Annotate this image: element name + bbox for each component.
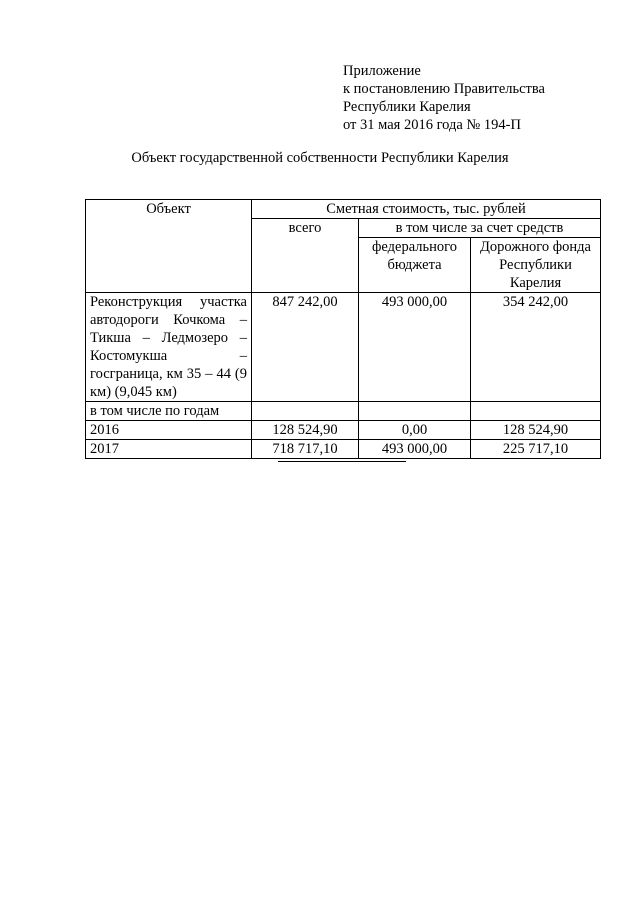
appendix-line: от 31 мая 2016 года № 194-П (343, 117, 521, 133)
header-total: всего (252, 219, 359, 293)
empty-cell (252, 402, 359, 421)
header-cost: Сметная стоимость, тыс. рублей (252, 200, 601, 219)
document-title: Объект государственной собственности Республики Карелия (131, 150, 509, 166)
cost-table (85, 199, 601, 459)
header-object: Объект (86, 200, 252, 293)
appendix-line: к постановлению Правительства (343, 81, 545, 97)
header-including: в том числе за счет средств (359, 219, 601, 238)
appendix-header (343, 62, 545, 134)
object-total-cell: 847 242,00 (252, 293, 359, 402)
federal-cell: 493 000,00 (359, 440, 471, 459)
table-row (86, 440, 601, 459)
year-cell: 2017 (86, 440, 252, 459)
object-name-cell: Реконструкция участка автодороги Кочкома – Тикша – Ледмозеро – Костомукша – госграница, км 35 – 44 (9 км) (9,045 км) (86, 293, 252, 402)
table-row (86, 402, 601, 421)
header-federal: федерального бюджета (359, 238, 471, 293)
separator-line (278, 461, 406, 462)
by-years-label-cell: в том числе по годам (86, 402, 252, 421)
empty-cell (359, 402, 471, 421)
total-cell: 718 717,10 (252, 440, 359, 459)
empty-cell (471, 402, 601, 421)
total-cell: 128 524,90 (252, 421, 359, 440)
table-header-row (86, 200, 601, 219)
object-road-fund-cell: 354 242,00 (471, 293, 601, 402)
road-fund-cell: 225 717,10 (471, 440, 601, 459)
year-cell: 2016 (86, 421, 252, 440)
road-fund-cell: 128 524,90 (471, 421, 601, 440)
table-row (86, 293, 601, 402)
federal-cell: 0,00 (359, 421, 471, 440)
appendix-line: Республики Карелия (343, 99, 471, 115)
table-row (86, 421, 601, 440)
appendix-line: Приложение (343, 63, 421, 79)
header-road-fund: Дорожного фонда Республики Карелия (471, 238, 601, 293)
object-federal-cell: 493 000,00 (359, 293, 471, 402)
